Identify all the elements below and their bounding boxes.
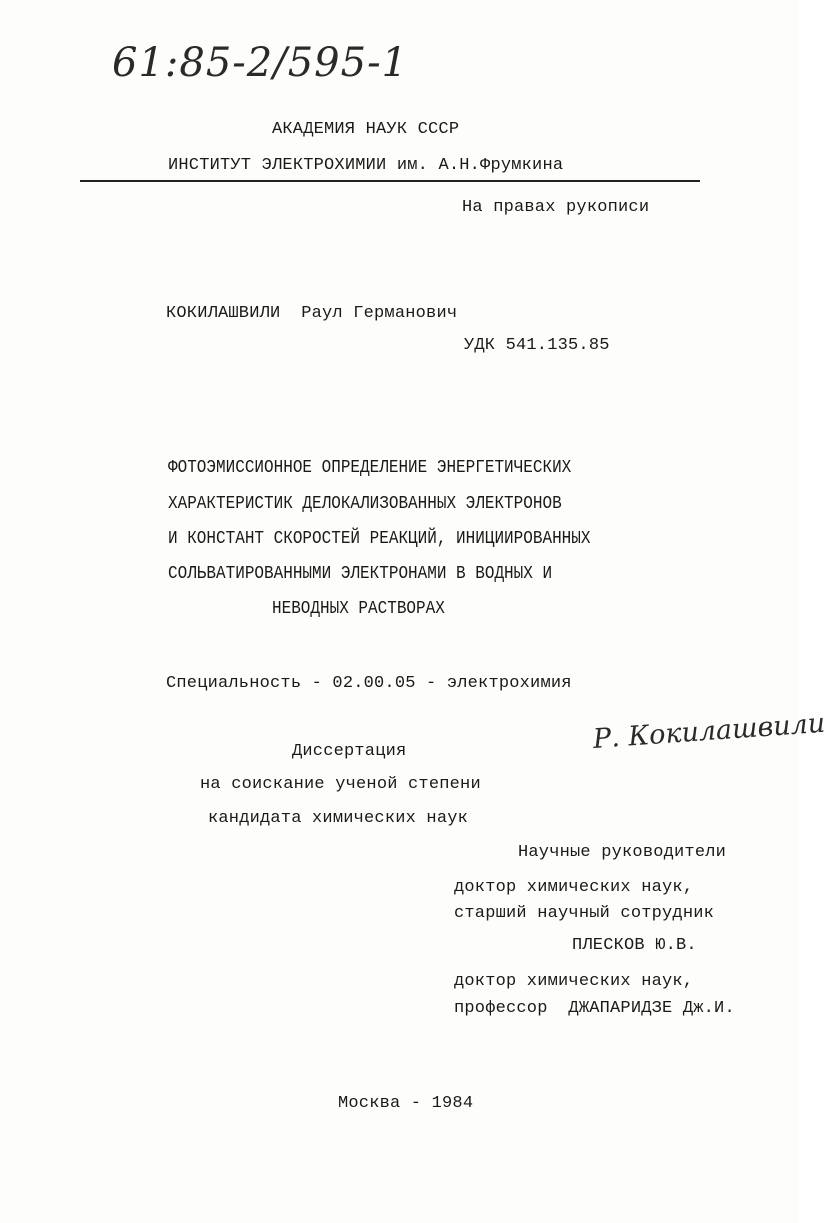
supervisor-2-title-name: профессор ДЖАПАРИДЗЕ Дж.И. xyxy=(454,999,735,1018)
udc-code: УДК 541.135.85 xyxy=(464,336,610,355)
supervisor-1-title: старший научный сотрудник xyxy=(454,904,715,923)
title-line: НЕВОДНЫХ РАСТВОРАХ xyxy=(272,598,445,619)
title-line: СОЛЬВАТИРОВАННЫМИ ЭЛЕКТРОНАМИ В ВОДНЫХ И xyxy=(168,563,553,584)
place-year: Москва - 1984 xyxy=(338,1094,474,1113)
author-name: КОКИЛАШВИЛИ Раул Германович xyxy=(166,304,458,323)
manuscript-note: На правах рукописи xyxy=(462,198,650,217)
institute-heading: ИНСТИТУТ ЭЛЕКТРОХИМИИ им. А.Н.Фрумкина xyxy=(168,156,564,175)
header-divider xyxy=(80,180,700,182)
title-line: ХАРАКТЕРИСТИК ДЕЛОКАЛИЗОВАННЫХ ЭЛЕКТРОНОВ xyxy=(168,493,562,514)
degree-line-3: кандидата химических наук xyxy=(208,809,469,828)
title-line: ФОТОЭМИССИОННОЕ ОПРЕДЕЛЕНИЕ ЭНЕРГЕТИЧЕСКИХ xyxy=(168,457,572,478)
supervisors-heading: Научные руководители xyxy=(518,843,727,862)
author-signature: Р. Кокилашвили xyxy=(592,707,826,755)
specialty-line: Специальность - 02.00.05 - электрохимия xyxy=(166,674,572,693)
archive-code-handwritten: 61:85-2/595-1 xyxy=(112,40,409,86)
academy-heading: АКАДЕМИЯ НАУК СССР xyxy=(272,120,460,139)
title-line: И КОНСТАНТ СКОРОСТЕЙ РЕАКЦИЙ, ИНИЦИИРОВАННЫХ xyxy=(168,528,591,549)
supervisor-1-name: ПЛЕСКОВ Ю.В. xyxy=(572,936,697,955)
degree-line-2: на соискание ученой степени xyxy=(200,775,481,794)
supervisor-1-degree: доктор химических наук, xyxy=(454,878,694,897)
supervisor-2-degree: доктор химических наук, xyxy=(454,972,694,991)
degree-line-1: Диссертация xyxy=(292,742,407,761)
